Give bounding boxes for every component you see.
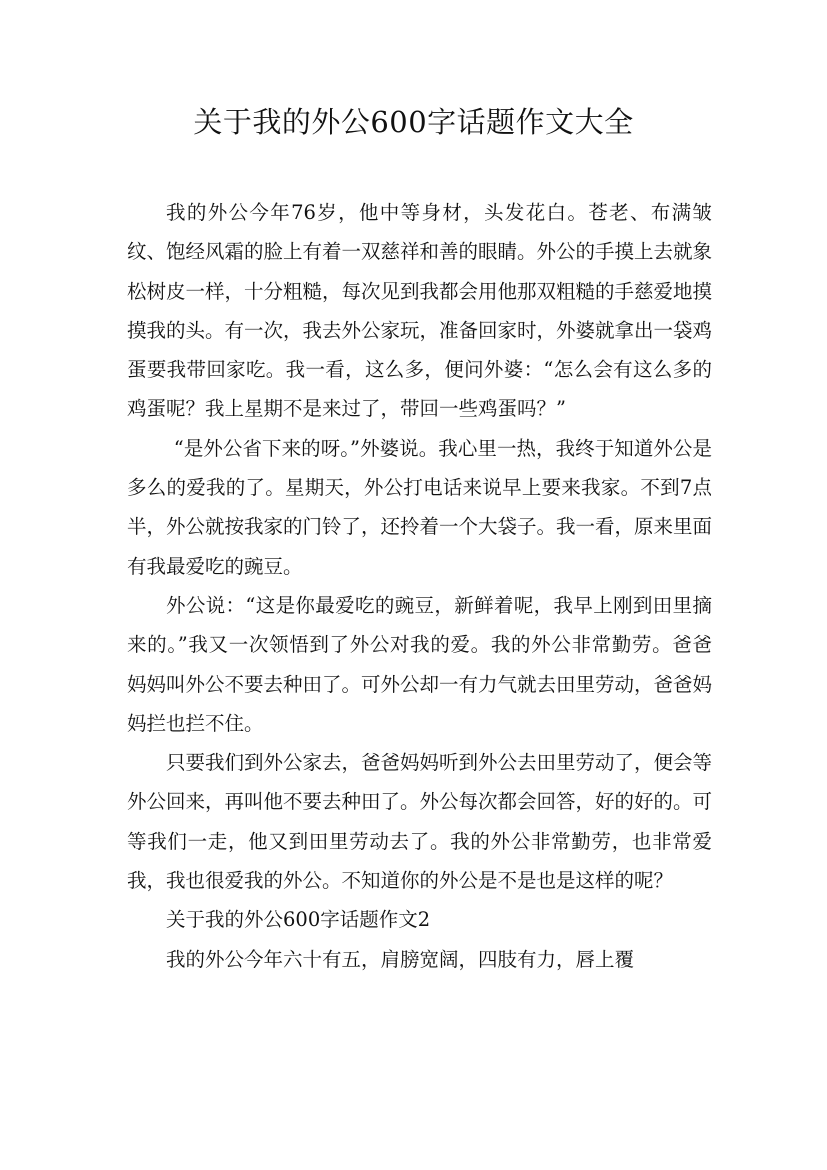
paragraph-3: 外公说：“这是你最爱吃的豌豆，新鲜着呢，我早上刚到田里摘来的。”我又一次领悟到了外公对我的爱。我的外公非常勤劳。爸爸妈妈叫外公不要去种田了。可外公却一有力气就去田里劳动，爸爸妈妈拦也拦不住。: [127, 593, 713, 735]
document-title: 关于我的外公600字话题作文大全: [193, 105, 634, 139]
paragraph-2: “是外公省下来的呀。”外婆说。我心里一热，我终于知道外公是多么的爱我的了。星期天，外公打电话来说早上要来我家。不到7点半，外公就按我家的门铃了，还拎着一个大袋子。我一看，原来里面有我最爱吃的豌豆。: [127, 436, 713, 578]
paragraph-5: 我的外公今年六十有五，肩膀宽阔，四肢有力，唇上覆: [166, 947, 635, 971]
paragraph-4: 只要我们到外公家去，爸爸妈妈听到外公去田里劳动了，便会等外公回来，再叫他不要去种田了。外公每次都会回答，好的好的。可等我们一走，他又到田里劳动去了。我的外公非常勤劳，也非常爱我，我也很爱我的外公。不知道你的外公是不是也是这样的呢？: [127, 751, 713, 893]
document-body: [127, 193, 712, 979]
section-subtitle: 关于我的外公600字话题作文2: [166, 908, 431, 932]
paragraph-1: 我的外公今年76岁，他中等身材，头发花白。苍老、布满皱纹、饱经风霜的脸上有着一双慈祥和善的眼睛。外公的手摸上去就象松树皮一样，十分粗糙，每次见到我都会用他那双粗糙的手慈爱地摸摸我的头。有一次，我去外公家玩，准备回家时，外婆就拿出一袋鸡蛋要我带回家吃。我一看，这么多，便问外婆：“怎么会有这么多的鸡蛋呢？我上星期不是来过了，带回一些鸡蛋吗？”: [127, 201, 713, 421]
